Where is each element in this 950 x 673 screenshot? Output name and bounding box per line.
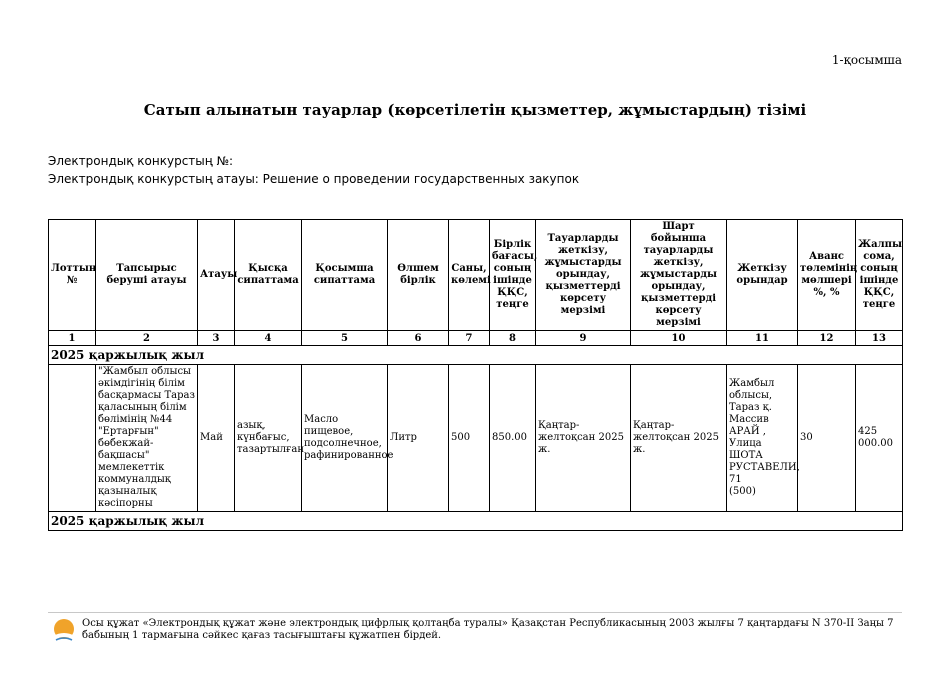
annex-label: 1-қосымша bbox=[831, 53, 902, 67]
total-sum-cell: 425 000.00 bbox=[856, 365, 903, 512]
column-number: 9 bbox=[536, 331, 631, 346]
column-number: 12 bbox=[798, 331, 856, 346]
header-cell: Өлшем бірлік bbox=[388, 220, 449, 331]
header-row bbox=[49, 220, 903, 331]
contract-delivery-term-cell: Қаңтар-желтоқсан 2025 ж. bbox=[631, 365, 727, 512]
column-number: 2 bbox=[96, 331, 198, 346]
year-row bbox=[49, 512, 903, 531]
column-number: 11 bbox=[727, 331, 798, 346]
short-description-cell: азық, күнбағыс, тазартылған bbox=[235, 365, 302, 512]
header-cell: Аванс төлемінің мөлшері %, % bbox=[798, 220, 856, 331]
header-cell: Саны, көлемі bbox=[449, 220, 490, 331]
column-number: 3 bbox=[198, 331, 235, 346]
year-label: 2025 қаржылық жыл bbox=[49, 512, 903, 531]
lot-number-cell bbox=[49, 365, 96, 512]
header-cell: Бірлік бағасы, соның ішінде ҚҚС, теңге bbox=[490, 220, 536, 331]
delivery-term-cell: Қаңтар-желтоқсан 2025 ж. bbox=[536, 365, 631, 512]
header-cell: Тауарларды жеткізу, жұмыстарды орындау, қызметтерді көрсету мерзімі bbox=[536, 220, 631, 331]
column-number: 4 bbox=[235, 331, 302, 346]
delivery-place-address: Жамбыл облысы, Тараз қ. Массив АРАЙ , Улица ШОТА РУСТАВЕЛИ, 71 bbox=[729, 378, 800, 485]
name-cell: Май bbox=[198, 365, 235, 512]
header-cell: Жеткізу орындар bbox=[727, 220, 798, 331]
header-cell: Тапсырыс беруші атауы bbox=[96, 220, 198, 331]
table-row bbox=[49, 365, 903, 512]
footer-divider bbox=[48, 612, 902, 613]
egov-logo-icon bbox=[50, 616, 78, 644]
column-number: 5 bbox=[302, 331, 388, 346]
column-number: 1 bbox=[49, 331, 96, 346]
contest-number: Электрондық конкурстың №: bbox=[48, 154, 234, 168]
contest-name: Электрондық конкурстың атауы: Решение о проведении государственных закупок bbox=[48, 172, 580, 186]
quantity-cell: 500 bbox=[449, 365, 490, 512]
page-title: Сатып алынатын тауарлар (көрсетілетін қызметтер, жұмыстардың) тізімі bbox=[143, 101, 807, 119]
header-cell: Шарт бойынша тауарларды жеткізу, жұмыстарды орындау, қызметтерді көрсету мерзімі bbox=[631, 220, 727, 331]
header-cell: Қысқа сипаттама bbox=[235, 220, 302, 331]
footer-legal-text: Осы құжат «Электрондық құжат және электрондық цифрлық қолтаңба туралы» Қазақстан Республикасының 2003 жылғы 7 қаңтардағы N 370-II Заңы 7 бабының 1 тармағына сәйкес қағаз тасығыштағы құжатпен бірдей. bbox=[82, 618, 894, 641]
column-number: 6 bbox=[388, 331, 449, 346]
additional-description-cell: Масло пищевое, подсолнечное, рафинированное bbox=[302, 365, 388, 512]
header-cell: Атауы bbox=[198, 220, 235, 331]
customer-cell: "Жамбыл облысы әкімдігінің білім басқармасы Тараз қаласының білім бөлімінің №44 "Ертарғын" бөбекжай-бақшасы" мемлекеттік коммуналдық қазыналық кәсіпорны bbox=[96, 365, 198, 512]
delivery-place-quantity: (500) bbox=[729, 486, 756, 497]
lots-table bbox=[48, 219, 903, 531]
column-number: 13 bbox=[856, 331, 903, 346]
unit-cell: Литр bbox=[388, 365, 449, 512]
column-number: 7 bbox=[449, 331, 490, 346]
header-cell: Қосымша сипаттама bbox=[302, 220, 388, 331]
header-cell: Жалпы сома, соның ішінде ҚҚС, теңге bbox=[856, 220, 903, 331]
header-cell: Лоттың № bbox=[49, 220, 96, 331]
unit-price-cell: 850.00 bbox=[490, 365, 536, 512]
year-label: 2025 қаржылық жыл bbox=[49, 346, 903, 365]
delivery-place-cell bbox=[727, 365, 798, 512]
column-number: 10 bbox=[631, 331, 727, 346]
column-number: 8 bbox=[490, 331, 536, 346]
advance-percent-cell: 30 bbox=[798, 365, 856, 512]
column-number-row bbox=[49, 331, 903, 346]
year-row bbox=[49, 346, 903, 365]
